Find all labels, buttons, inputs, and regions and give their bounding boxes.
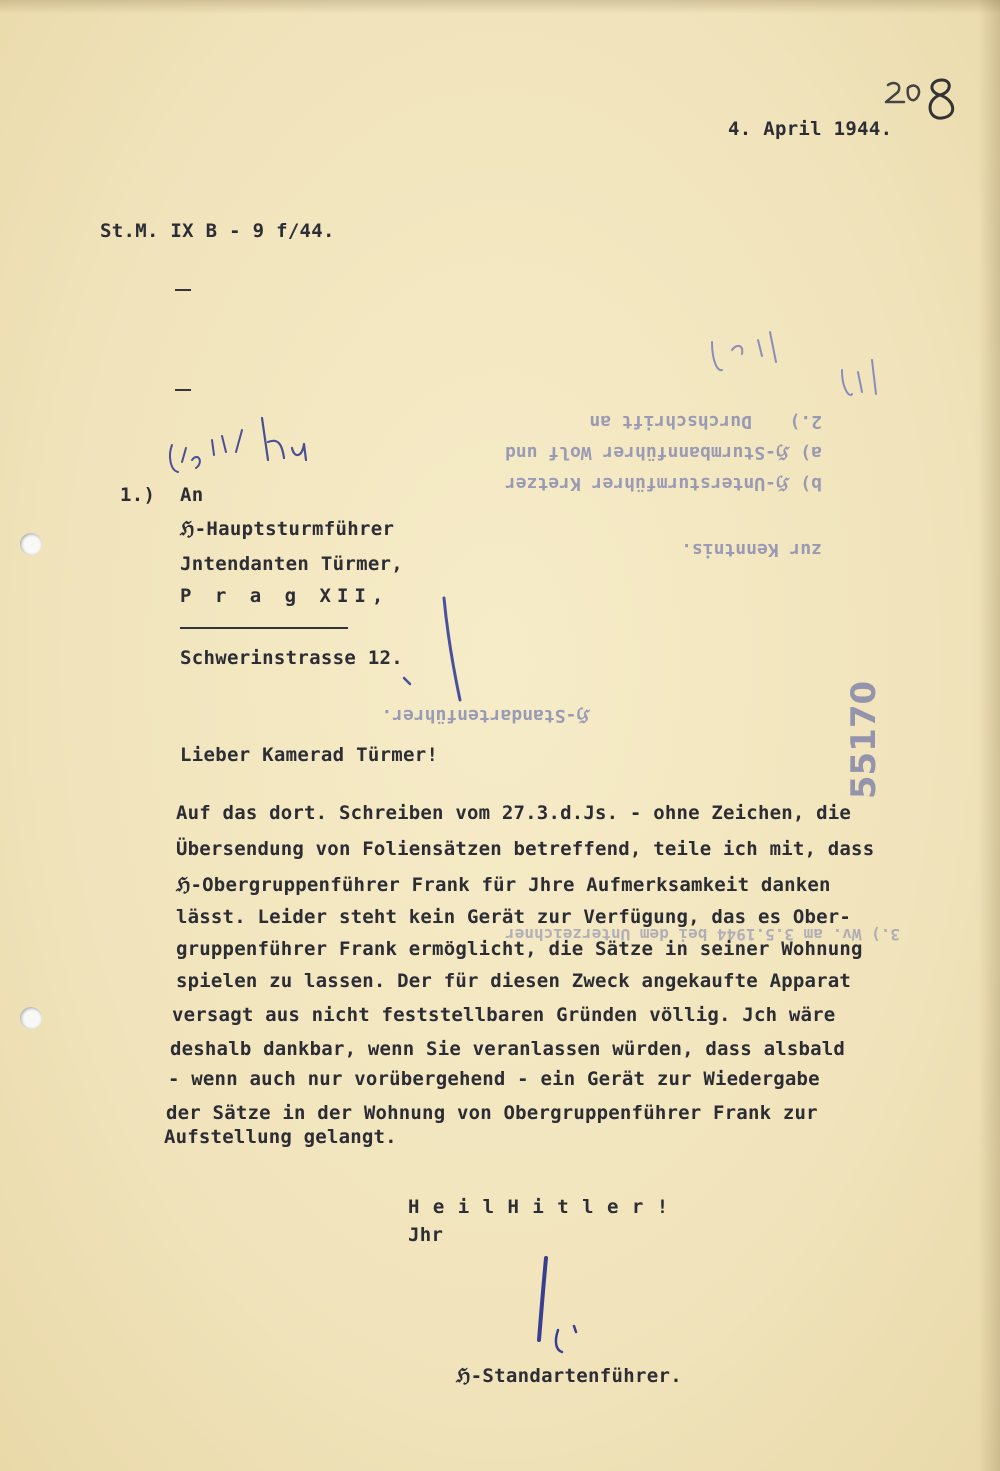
recipient-line: ℌ-Hauptsturmführer (180, 518, 395, 540)
body-line: Übersendung von Foliensätzen betreffend, teile ich mit, dass (176, 838, 875, 860)
recipient-line: Jntendanten Türmer, (180, 553, 404, 575)
body-line: versagt aus nicht feststellbaren Gründen völlig. Jch wäre (172, 1004, 836, 1026)
recipient-item-number: 1.) (120, 484, 156, 506)
signature-title: ℌ-Standartenführer. (456, 1365, 682, 1387)
carbon-copy-number: 2.) (789, 411, 822, 432)
recipient-line: P r a g XII, (180, 585, 390, 607)
archive-stamp-number: 55170 (844, 680, 885, 800)
reference-number: St.M. IX B - 9 f/44. (100, 220, 335, 242)
closing-greeting: H e i l H i t l e r ! (408, 1196, 670, 1218)
letter-date: 4. April 1944. (728, 118, 893, 140)
carbon-copy-line: a) ℌ-Sturmbannführer Wolf und (504, 442, 822, 463)
recipient-line: Schwerinstrasse 12. (180, 647, 404, 669)
closing-yours: Jhr (408, 1224, 444, 1246)
body-line: ℌ-Obergruppenführer Frank für Jhre Aufmerksamkeit danken (176, 874, 831, 896)
carbon-note: 3.) Wv. am 3.5.1944 bei dem Unterzeichner (505, 925, 900, 944)
body-line: spielen zu lassen. Der für diesen Zweck angekaufte Apparat (176, 970, 852, 992)
salutation: Lieber Kamerad Türmer! (180, 744, 439, 766)
body-line: der Sätze in der Wohnung von Obergruppenführer Frank zur (166, 1102, 818, 1124)
body-line: deshalb dankbar, wenn Sie veranlassen würden, dass alsbald (170, 1038, 846, 1060)
carbon-copy-signature: ℌ-Standartenführer. (381, 705, 590, 726)
carbon-copy-line: b) ℌ-Untersturmführer Kretzer (504, 473, 822, 494)
body-line: Aufstellung gelangt. (164, 1126, 397, 1148)
recipient-line: An (180, 484, 204, 506)
body-line: - wenn auch nur vorübergehend - ein Gerät zur Wiedergabe (168, 1068, 820, 1090)
body-line: lässt. Leider steht kein Gerät zur Verfügung, das es Ober- (176, 906, 852, 928)
carbon-copy-line: Durchschrift an (589, 411, 752, 432)
carbon-copy-line: zur Kenntnis. (681, 539, 822, 560)
body-line: Auf das dort. Schreiben vom 27.3.d.Js. - ohne Zeichen, die (176, 802, 852, 824)
body-line: gruppenführer Frank ermöglicht, die Sätze in seiner Wohnung (176, 938, 863, 960)
